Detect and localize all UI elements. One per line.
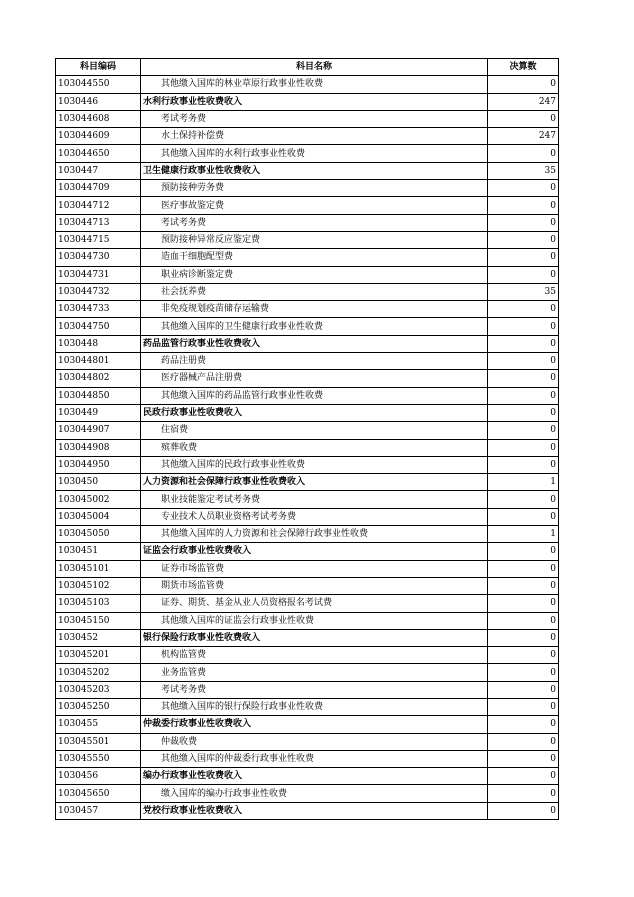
account-code: 103045101 (56, 560, 141, 577)
final-amount: 0 (488, 785, 559, 802)
account-code: 1030448 (56, 335, 141, 352)
final-amount: 0 (488, 750, 559, 767)
final-amount: 0 (488, 353, 559, 370)
item-name: 机构监管费 (141, 647, 488, 664)
account-code: 1030456 (56, 768, 141, 785)
item-name: 医疗器械产品注册费 (141, 370, 488, 387)
item-name: 住宿费 (141, 422, 488, 439)
category-name: 仲裁委行政事业性收费收入 (141, 716, 488, 733)
final-amount: 0 (488, 318, 559, 335)
account-code: 103044715 (56, 231, 141, 248)
table-row (56, 595, 559, 612)
account-code: 103044907 (56, 422, 141, 439)
category-name: 编办行政事业性收费收入 (141, 768, 488, 785)
final-amount: 0 (488, 647, 559, 664)
item-name: 预防接种劳务费 (141, 180, 488, 197)
table-body (56, 76, 559, 820)
table-row (56, 128, 559, 145)
account-code: 103044713 (56, 214, 141, 231)
table-row (56, 681, 559, 698)
account-code: 103044550 (56, 76, 141, 93)
table-row (56, 768, 559, 785)
table-row (56, 249, 559, 266)
table-row (56, 716, 559, 733)
header-code: 科目编码 (56, 59, 141, 76)
category-name: 水利行政事业性收费收入 (141, 93, 488, 110)
final-amount: 0 (488, 595, 559, 612)
table-row (56, 93, 559, 110)
account-code: 103045002 (56, 491, 141, 508)
category-name: 药品监管行政事业性收费收入 (141, 335, 488, 352)
table-row (56, 664, 559, 681)
table-row (56, 785, 559, 802)
item-name: 其他缴入国库的民政行政事业性收费 (141, 456, 488, 473)
table-row (56, 422, 559, 439)
account-code: 103044609 (56, 128, 141, 145)
final-amount: 0 (488, 249, 559, 266)
table-row (56, 387, 559, 404)
final-amount: 0 (488, 231, 559, 248)
table-row (56, 197, 559, 214)
table-row (56, 370, 559, 387)
account-code: 1030447 (56, 162, 141, 179)
final-amount: 0 (488, 145, 559, 162)
table-row (56, 750, 559, 767)
table-row (56, 180, 559, 197)
account-code: 103045050 (56, 526, 141, 543)
item-name: 缴入国库的编办行政事业性收费 (141, 785, 488, 802)
table-row (56, 543, 559, 560)
final-amount: 0 (488, 335, 559, 352)
item-name: 考试考务费 (141, 110, 488, 127)
account-code: 103044709 (56, 180, 141, 197)
table-row (56, 404, 559, 421)
table-row (56, 110, 559, 127)
table-row (56, 491, 559, 508)
final-amount: 247 (488, 93, 559, 110)
table-row (56, 214, 559, 231)
final-amount: 35 (488, 283, 559, 300)
item-name: 非免疫规划疫苗储存运输费 (141, 301, 488, 318)
final-amount: 0 (488, 543, 559, 560)
account-code: 1030457 (56, 802, 141, 819)
final-amount: 0 (488, 439, 559, 456)
header-amount: 决算数 (488, 59, 559, 76)
item-name: 考试考务费 (141, 214, 488, 231)
table-row (56, 612, 559, 629)
table-row (56, 526, 559, 543)
account-code: 103045004 (56, 508, 141, 525)
final-amount: 0 (488, 733, 559, 750)
final-amount: 0 (488, 560, 559, 577)
account-code: 103044750 (56, 318, 141, 335)
item-name: 考试考务费 (141, 681, 488, 698)
account-code: 103044730 (56, 249, 141, 266)
item-name: 其他缴入国库的水利行政事业性收费 (141, 145, 488, 162)
final-amount: 35 (488, 162, 559, 179)
final-amount: 0 (488, 180, 559, 197)
category-name: 党校行政事业性收费收入 (141, 802, 488, 819)
final-amount: 0 (488, 612, 559, 629)
item-name: 业务监管费 (141, 664, 488, 681)
item-name: 证券市场监管费 (141, 560, 488, 577)
category-name: 人力资源和社会保障行政事业性收费收入 (141, 474, 488, 491)
account-code: 103044733 (56, 301, 141, 318)
account-code: 103045650 (56, 785, 141, 802)
account-code: 103044731 (56, 266, 141, 283)
table-row (56, 560, 559, 577)
account-code: 103045201 (56, 647, 141, 664)
item-name: 其他缴入国库的卫生健康行政事业性收费 (141, 318, 488, 335)
account-code: 103045150 (56, 612, 141, 629)
account-code: 103044732 (56, 283, 141, 300)
table-row (56, 318, 559, 335)
account-code: 103044908 (56, 439, 141, 456)
final-amount: 0 (488, 214, 559, 231)
final-amount: 0 (488, 664, 559, 681)
fee-revenue-table (55, 58, 559, 820)
account-code: 1030449 (56, 404, 141, 421)
account-code: 103044950 (56, 456, 141, 473)
item-name: 药品注册费 (141, 353, 488, 370)
item-name: 造血干细胞配型费 (141, 249, 488, 266)
table-row (56, 698, 559, 715)
account-code: 1030452 (56, 629, 141, 646)
account-code: 1030451 (56, 543, 141, 560)
item-name: 证券、期货、基金从业人员资格报名考试费 (141, 595, 488, 612)
item-name: 专业技术人员职业资格考试考务费 (141, 508, 488, 525)
item-name: 仲裁收费 (141, 733, 488, 750)
item-name: 医疗事故鉴定费 (141, 197, 488, 214)
account-code: 103045103 (56, 595, 141, 612)
table-row (56, 145, 559, 162)
account-code: 103044650 (56, 145, 141, 162)
table-row (56, 508, 559, 525)
final-amount: 0 (488, 508, 559, 525)
table-row (56, 577, 559, 594)
item-name: 其他缴入国库的证监会行政事业性收费 (141, 612, 488, 629)
table-row (56, 733, 559, 750)
final-amount: 0 (488, 404, 559, 421)
table-row (56, 335, 559, 352)
final-amount: 0 (488, 370, 559, 387)
account-code: 103044608 (56, 110, 141, 127)
final-amount: 0 (488, 422, 559, 439)
account-code: 1030450 (56, 474, 141, 491)
final-amount: 0 (488, 698, 559, 715)
final-amount: 0 (488, 301, 559, 318)
account-code: 103045501 (56, 733, 141, 750)
item-name: 社会抚养费 (141, 283, 488, 300)
category-name: 民政行政事业性收费收入 (141, 404, 488, 421)
account-code: 103045202 (56, 664, 141, 681)
header-row (56, 59, 559, 76)
final-amount: 1 (488, 526, 559, 543)
item-name: 期货市场监管费 (141, 577, 488, 594)
account-code: 103044802 (56, 370, 141, 387)
category-name: 卫生健康行政事业性收费收入 (141, 162, 488, 179)
table-row (56, 456, 559, 473)
account-code: 103045550 (56, 750, 141, 767)
final-amount: 0 (488, 577, 559, 594)
table-row (56, 353, 559, 370)
account-code: 103044801 (56, 353, 141, 370)
final-amount: 1 (488, 474, 559, 491)
item-name: 其他缴入国库的仲裁委行政事业性收费 (141, 750, 488, 767)
item-name: 其他缴入国库的人力资源和社会保障行政事业性收费 (141, 526, 488, 543)
table-row (56, 301, 559, 318)
table-row (56, 439, 559, 456)
final-amount: 0 (488, 491, 559, 508)
category-name: 银行保险行政事业性收费收入 (141, 629, 488, 646)
item-name: 职业技能鉴定考试考务费 (141, 491, 488, 508)
table-row (56, 266, 559, 283)
item-name: 其他缴入国库的银行保险行政事业性收费 (141, 698, 488, 715)
table-row (56, 162, 559, 179)
final-amount: 0 (488, 76, 559, 93)
table-row (56, 629, 559, 646)
final-amount: 0 (488, 768, 559, 785)
item-name: 职业病诊断鉴定费 (141, 266, 488, 283)
category-name: 证监会行政事业性收费收入 (141, 543, 488, 560)
account-code: 103044712 (56, 197, 141, 214)
account-code: 103045102 (56, 577, 141, 594)
table-row (56, 76, 559, 93)
item-name: 预防接种异常反应鉴定费 (141, 231, 488, 248)
account-code: 103044850 (56, 387, 141, 404)
item-name: 殡葬收费 (141, 439, 488, 456)
item-name: 其他缴入国库的林业草原行政事业性收费 (141, 76, 488, 93)
final-amount: 0 (488, 387, 559, 404)
final-amount: 0 (488, 802, 559, 819)
final-amount: 0 (488, 681, 559, 698)
account-code: 103045250 (56, 698, 141, 715)
table-row (56, 802, 559, 819)
header-name: 科目名称 (141, 59, 488, 76)
final-amount: 247 (488, 128, 559, 145)
final-amount: 0 (488, 197, 559, 214)
table-row (56, 283, 559, 300)
final-amount: 0 (488, 629, 559, 646)
table-row (56, 474, 559, 491)
item-name: 其他缴入国库的药品监管行政事业性收费 (141, 387, 488, 404)
item-name: 水土保持补偿费 (141, 128, 488, 145)
final-amount: 0 (488, 110, 559, 127)
account-code: 1030455 (56, 716, 141, 733)
account-code: 1030446 (56, 93, 141, 110)
final-amount: 0 (488, 266, 559, 283)
table-row (56, 647, 559, 664)
final-amount: 0 (488, 716, 559, 733)
table-row (56, 231, 559, 248)
account-code: 103045203 (56, 681, 141, 698)
final-amount: 0 (488, 456, 559, 473)
